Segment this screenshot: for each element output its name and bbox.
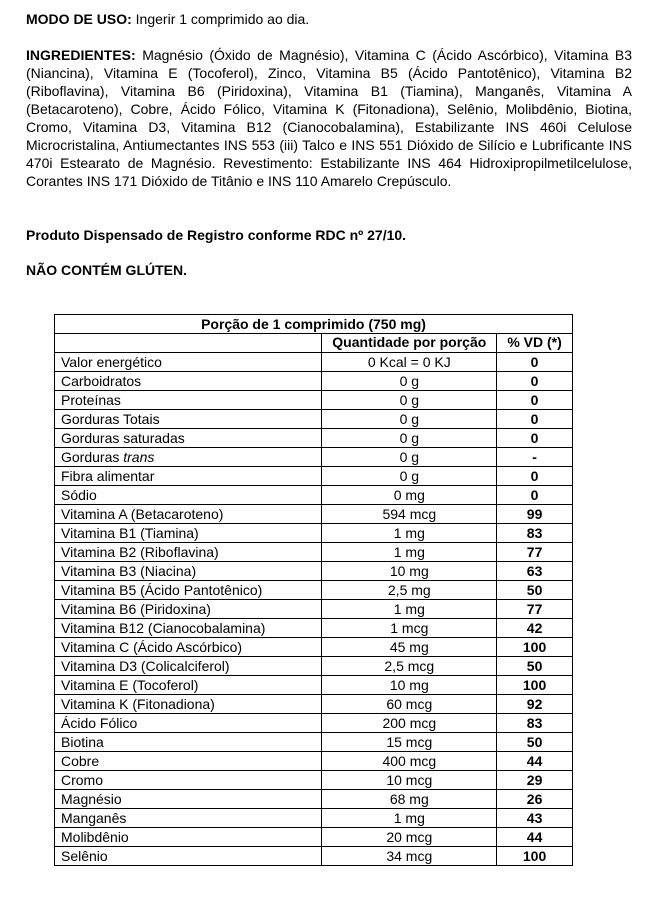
nutrient-name: Manganês (55, 809, 322, 828)
nutrient-amount: 0 g (322, 467, 497, 486)
table-row (55, 562, 573, 581)
nutrient-name: Sódio (55, 486, 322, 505)
table-row (55, 847, 573, 866)
nutrient-amount: 2,5 mg (322, 581, 497, 600)
table-row (55, 391, 573, 410)
nutrient-name: Proteínas (55, 391, 322, 410)
table-row (55, 828, 573, 847)
ingredients-text: Magnésio (Óxido de Magnésio), Vitamina C (Ácido Ascórbico), Vitamina B3 (Niancina), Vitamina E (Tocoferol), Zinco, Vitamina B5 (Ácido Pantotênico), Vitamina B2 (Riboflavina), Vitamina B6 (Piridoxina), Vitamina B1 (Tiamina), Manganês, Vitamina A (Betacaroteno), Cobre, Ácido Fólico, Vitamina K (Fitonadiona), Selênio, Molibdênio, Biotina, Cromo, Vitamina D3, Vitamina B12 (Cianocobalamina), Estabilizante INS 460i Celulose Microcristalina, Antiumectantes INS 553 (iii) Talco e INS 551 Dióxido de Silício e Lubrificante INS 470i Estearato de Magnésio. Revestimento: Estabilizante INS 464 Hidroxipropilmetilcelulose, Corantes INS 171 Dióxido de Titânio e INS 110 Amarelo Crepúsculo. (26, 47, 632, 189)
nutrient-name: Ácido Fólico (55, 714, 322, 733)
nutrient-vd: 63 (497, 562, 573, 581)
nutrient-vd: 100 (497, 847, 573, 866)
nutrient-name: Vitamina A (Betacaroteno) (55, 505, 322, 524)
nutrient-name: Vitamina B12 (Cianocobalamina) (55, 619, 322, 638)
nutrient-name: Fibra alimentar (55, 467, 322, 486)
nutrient-amount: 34 mcg (322, 847, 497, 866)
nutrient-vd: 100 (497, 638, 573, 657)
nutrient-name: Valor energético (55, 353, 322, 372)
nutrient-vd: 0 (497, 429, 573, 448)
nutrient-name: Carboidratos (55, 372, 322, 391)
header-amount: Quantidade por porção (322, 334, 497, 353)
nutrient-vd: 0 (497, 353, 573, 372)
table-row (55, 771, 573, 790)
nutrient-amount: 0 g (322, 448, 497, 467)
nutrient-vd: 44 (497, 828, 573, 847)
nutrition-rows (55, 353, 573, 866)
nutrient-vd: 26 (497, 790, 573, 809)
nutrient-amount: 68 mg (322, 790, 497, 809)
table-row (55, 353, 573, 372)
nutrition-table (54, 314, 573, 866)
nutrient-amount: 20 mcg (322, 828, 497, 847)
nutrient-amount: 200 mcg (322, 714, 497, 733)
nutrient-amount: 594 mcg (322, 505, 497, 524)
nutrient-vd: 77 (497, 600, 573, 619)
nutrient-name: Gorduras saturadas (55, 429, 322, 448)
nutrient-amount: 60 mcg (322, 695, 497, 714)
nutrient-vd: 50 (497, 657, 573, 676)
nutrient-vd: 43 (497, 809, 573, 828)
table-row (55, 524, 573, 543)
usage-label: MODO DE USO: (26, 11, 132, 27)
nutrient-amount: 10 mg (322, 562, 497, 581)
nutrient-vd: 0 (497, 467, 573, 486)
table-row (55, 429, 573, 448)
nutrient-vd: 0 (497, 372, 573, 391)
table-title: Porção de 1 comprimido (750 mg) (55, 315, 573, 334)
nutrient-name: Vitamina B5 (Ácido Pantotênico) (55, 581, 322, 600)
nutrient-amount: 10 mcg (322, 771, 497, 790)
table-row (55, 638, 573, 657)
table-row (55, 467, 573, 486)
nutrient-name: Vitamina B6 (Piridoxina) (55, 600, 322, 619)
registration-notice: Produto Dispensado de Registro conforme RDC nº 27/10. (26, 227, 407, 243)
table-row (55, 657, 573, 676)
table-row (55, 581, 573, 600)
table-row (55, 695, 573, 714)
nutrient-name: Vitamina B2 (Riboflavina) (55, 543, 322, 562)
table-row (55, 809, 573, 828)
nutrient-amount: 10 mg (322, 676, 497, 695)
nutrient-name: Gorduras trans (55, 448, 322, 467)
nutrient-name: Cobre (55, 752, 322, 771)
nutrient-name: Vitamina D3 (Colicalciferol) (55, 657, 322, 676)
nutrient-amount: 0 g (322, 372, 497, 391)
table-title-row (55, 315, 573, 334)
nutrient-vd: 50 (497, 581, 573, 600)
table-row (55, 733, 573, 752)
ingredients-label: INGREDIENTES: (26, 47, 136, 63)
header-nutrient (55, 334, 322, 353)
nutrient-vd: 83 (497, 714, 573, 733)
nutrient-vd: 42 (497, 619, 573, 638)
table-row (55, 505, 573, 524)
nutrient-amount: 0 g (322, 429, 497, 448)
nutrient-amount: 0 mg (322, 486, 497, 505)
nutrient-amount: 1 mg (322, 524, 497, 543)
table-row (55, 619, 573, 638)
table-row (55, 372, 573, 391)
nutrient-name: Selênio (55, 847, 322, 866)
nutrient-name: Cromo (55, 771, 322, 790)
nutrient-amount: 0 g (322, 410, 497, 429)
nutrient-name: Gorduras Totais (55, 410, 322, 429)
table-row (55, 486, 573, 505)
nutrient-amount: 1 mg (322, 543, 497, 562)
nutrient-amount: 15 mcg (322, 733, 497, 752)
nutrient-name: Vitamina B3 (Niacina) (55, 562, 322, 581)
table-row (55, 448, 573, 467)
header-vd: % VD (*) (497, 334, 573, 353)
usage-text: Ingerir 1 comprimido ao dia. (135, 11, 310, 27)
nutrient-amount: 45 mg (322, 638, 497, 657)
table-row (55, 714, 573, 733)
nutrient-vd: 29 (497, 771, 573, 790)
nutrient-amount: 1 mg (322, 600, 497, 619)
nutrient-vd: 0 (497, 486, 573, 505)
nutrient-vd: - (497, 448, 573, 467)
table-header-row (55, 334, 573, 353)
nutrient-vd: 99 (497, 505, 573, 524)
nutrient-amount: 0 g (322, 391, 497, 410)
nutrient-vd: 44 (497, 752, 573, 771)
table-row (55, 790, 573, 809)
usage-section (26, 10, 632, 28)
nutrient-name: Vitamina K (Fitonadiona) (55, 695, 322, 714)
nutrient-vd: 77 (497, 543, 573, 562)
nutrient-vd: 92 (497, 695, 573, 714)
nutrient-amount: 1 mcg (322, 619, 497, 638)
gluten-notice: NÃO CONTÉM GLÚTEN. (26, 262, 187, 278)
nutrient-vd: 50 (497, 733, 573, 752)
nutrient-name: Vitamina C (Ácido Ascórbico) (55, 638, 322, 657)
nutrient-amount: 2,5 mcg (322, 657, 497, 676)
nutrient-amount: 1 mg (322, 809, 497, 828)
nutrient-amount: 400 mcg (322, 752, 497, 771)
table-row (55, 543, 573, 562)
ingredients-section (26, 46, 632, 190)
nutrient-vd: 100 (497, 676, 573, 695)
nutrient-vd: 83 (497, 524, 573, 543)
nutrient-amount: 0 Kcal = 0 KJ (322, 353, 497, 372)
nutrient-vd: 0 (497, 410, 573, 429)
table-row (55, 410, 573, 429)
nutrient-name: Biotina (55, 733, 322, 752)
nutrient-name: Molibdênio (55, 828, 322, 847)
table-row (55, 752, 573, 771)
nutrient-name: Vitamina E (Tocoferol) (55, 676, 322, 695)
table-row (55, 676, 573, 695)
nutrient-name: Magnésio (55, 790, 322, 809)
table-row (55, 600, 573, 619)
nutrient-vd: 0 (497, 391, 573, 410)
nutrient-name: Vitamina B1 (Tiamina) (55, 524, 322, 543)
